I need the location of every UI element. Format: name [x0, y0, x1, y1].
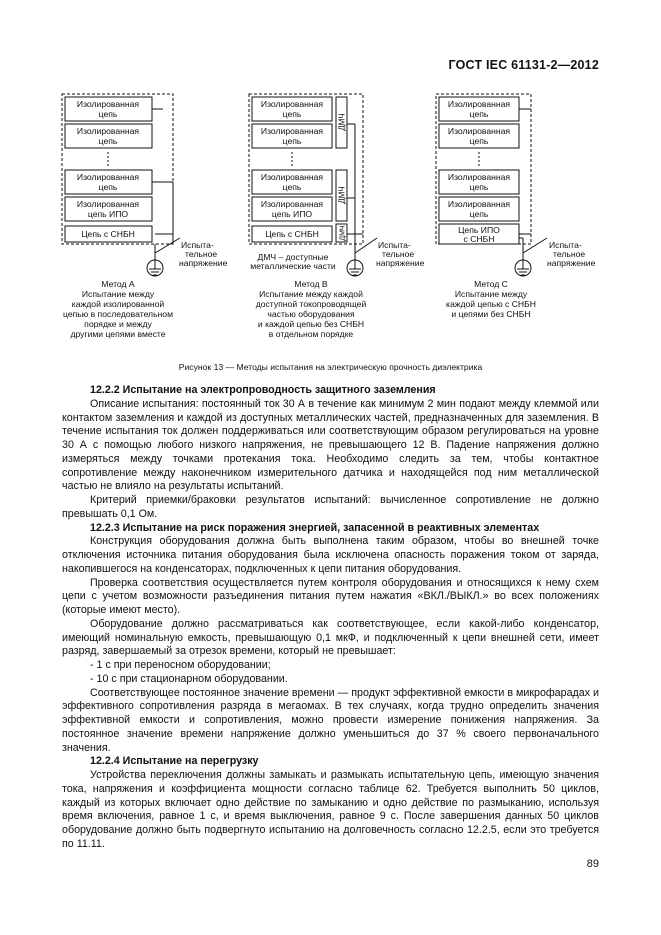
svg-text:Испытание между каждой: Испытание между каждой — [259, 289, 363, 299]
svg-text:Метод А: Метод А — [101, 279, 135, 289]
method-c-diagram — [436, 94, 596, 319]
svg-text:другими цепями вместе: другими цепями вместе — [70, 329, 166, 339]
svg-text:напряжение: напряжение — [179, 258, 228, 268]
svg-text:Испыта-: Испыта- — [549, 240, 582, 250]
svg-text:цепь: цепь — [469, 109, 489, 119]
method-a-diagram — [62, 94, 228, 339]
svg-text:Испыта-: Испыта- — [181, 240, 214, 250]
svg-text:цепью в последовательном: цепью в последовательном — [63, 309, 173, 319]
svg-text:цепь: цепь — [98, 136, 118, 146]
svg-text:цепь: цепь — [469, 182, 489, 192]
dielectric-test-figure — [55, 88, 615, 353]
svg-text:цепь: цепь — [282, 136, 302, 146]
svg-text:доступной токопроводящей: доступной токопроводящей — [255, 299, 367, 309]
body-text — [62, 384, 599, 852]
paragraph: Проверка соответствия осуществляется путем контроля оборудования и относящихся к нему схем цепи с учетом возможности разъединения питания путем нажатия «ВКЛ./ВЫКЛ.» во всех положениях (которые имеют место). — [62, 576, 599, 616]
svg-text:ДМЧ: ДМЧ — [337, 186, 347, 204]
paragraph: Соответствующее постоянное значение времени — продукт эффективной емкости в микрофарадах и эффективного сопротивления разряда в мегаомах. В тех случаях, когда трудно определить значения эффективной емкости и сопротивления, можно провести измерение понижения напряжения. За постоянное значение времени напряжение должно уменьшиться до 37 % своего первоначального значения. — [62, 686, 599, 754]
svg-text:Цепь ИПО: Цепь ИПО — [458, 225, 500, 235]
svg-text:и каждой цепью без СНБН: и каждой цепью без СНБН — [257, 319, 365, 329]
list-item: - 1 с при переносном оборудовании; — [90, 659, 271, 671]
paragraph: Критерий приемки/браковки результатов испытаний: вычисленное сопротивление не должно превышать 0,1 Ом. — [62, 494, 599, 520]
svg-text:Изолированная: Изолированная — [76, 172, 140, 182]
svg-text:Метод В: Метод В — [294, 279, 328, 289]
svg-text:Изолированная: Изолированная — [447, 126, 511, 136]
list-item: - 10 с при стационарном оборудовании. — [90, 672, 288, 685]
svg-text:Цепь с СНБН: Цепь с СНБН — [265, 229, 319, 239]
section-heading: 12.2.3 Испытание на риск поражения энергией, запасенной в реактивных элементах — [90, 521, 540, 534]
svg-text:ДМЧ: ДМЧ — [339, 225, 347, 241]
svg-text:Изолированная: Изолированная — [260, 99, 324, 109]
svg-text:Испытание между: Испытание между — [454, 289, 528, 299]
svg-text:цепь: цепь — [282, 109, 302, 119]
svg-text:тельное: тельное — [185, 249, 218, 259]
svg-text:Изолированная: Изолированная — [260, 126, 324, 136]
paragraph: Устройства переключения должны замыкать и размыкать испытательную цепь, имеющую значения тока, напряжения и коэффициента мощности согласно таблице 62. Требуется выполнить 50 циклов, каждый из которых включает одно действие по замыканию и одно действие по размыканию, используя время включения, равное 1 с, и время выключения, равное 9 с. После завершения данных 50 циклов оборудование должно быть подвергнуто испытанию на долговечность согласно 12.2.5, если это требуется по 11.11. — [62, 769, 599, 850]
svg-text:Изолированная: Изолированная — [260, 199, 324, 209]
svg-text:цепь: цепь — [469, 209, 489, 219]
svg-text:порядке и между: порядке и между — [84, 319, 152, 329]
method-b-diagram — [249, 94, 425, 339]
svg-text:цепь: цепь — [98, 109, 118, 119]
section-heading: 12.2.2 Испытание на электропроводность защитного заземления — [90, 384, 436, 396]
svg-text:Изолированная: Изолированная — [76, 126, 140, 136]
paragraph: Оборудование должно рассматриваться как соответствующее, если какой-либо конденсатор, имеющий номинальную емкость, превышающую 0,1 мкФ, и подключенный к цепи внешней сети, имеет разряд, завершаемый за отрезок времени, который не превышает: — [62, 617, 599, 658]
svg-text:Изолированная: Изолированная — [447, 199, 511, 209]
page-number: 89 — [586, 858, 599, 870]
svg-text:Испыта-: Испыта- — [378, 240, 411, 250]
svg-text:каждой изолированной: каждой изолированной — [71, 299, 165, 309]
svg-text:Изолированная: Изолированная — [76, 199, 140, 209]
svg-text:в отдельном порядке: в отдельном порядке — [268, 329, 354, 339]
svg-text:ДМЧ: ДМЧ — [337, 113, 347, 131]
svg-text:Изолированная: Изолированная — [260, 172, 324, 182]
svg-text:напряжение: напряжение — [376, 258, 425, 268]
svg-text:цепь: цепь — [469, 136, 489, 146]
svg-text:Изолированная: Изолированная — [447, 172, 511, 182]
figure-caption: Рисунок 13 — Методы испытания на электрическую прочность диэлектрика — [178, 362, 483, 372]
svg-text:цепь: цепь — [282, 182, 302, 192]
section-heading: 12.2.4 Испытание на перегрузку — [90, 755, 259, 768]
svg-text:Метод С: Метод С — [474, 279, 508, 289]
svg-text:частью оборудования: частью оборудования — [267, 309, 355, 319]
svg-text:тельное: тельное — [382, 249, 415, 259]
svg-text:Испытание между: Испытание между — [81, 289, 155, 299]
svg-text:Цепь с СНБН: Цепь с СНБН — [81, 229, 135, 239]
svg-text:ДМЧ – доступные: ДМЧ – доступные — [257, 252, 329, 262]
svg-text:с СНБН: с СНБН — [463, 234, 495, 244]
svg-text:цепь ИПО: цепь ИПО — [87, 209, 129, 219]
paragraph: Описание испытания: постоянный ток 30 А в течение как минимум 2 мин подают между клеммой или контактом заземления и каждой из доступных металлических частей, предназначенных для заземления. В течение испытания ток должен поддерживаться или соответствующим образом регулироваться на уровне 30 А с помощью любого низкого напряжения, не превышающего 12 В. Падение напряжения должно измеряться между точками протекания тока. Необходимо следить за тем, чтобы контактное сопротивление между наконечником измерительного датчика и находящейся под ним металлической частью не влияло на результаты испытаний. — [62, 397, 599, 493]
document-header: ГОСТ IEC 61131-2—2012 — [448, 58, 599, 72]
svg-text:металлические части: металлические части — [250, 261, 336, 271]
svg-text:и цепями без СНБН: и цепями без СНБН — [451, 309, 531, 319]
svg-text:тельное: тельное — [553, 249, 586, 259]
svg-text:Изолированная: Изолированная — [447, 99, 511, 109]
paragraph: Конструкция оборудования должна быть выполнена таким образом, чтобы во внешней точке отключения источника питания оборудования была исключена опасность поражения током от заряда, накопившегося на конденсаторах, подключенных к цепи питания оборудования. — [62, 535, 599, 575]
svg-text:каждой цепью с СНБН: каждой цепью с СНБН — [446, 299, 536, 309]
svg-text:цепь ИПО: цепь ИПО — [271, 209, 313, 219]
svg-text:напряжение: напряжение — [547, 258, 596, 268]
svg-text:Изолированная: Изолированная — [76, 99, 140, 109]
svg-text:цепь: цепь — [98, 182, 118, 192]
